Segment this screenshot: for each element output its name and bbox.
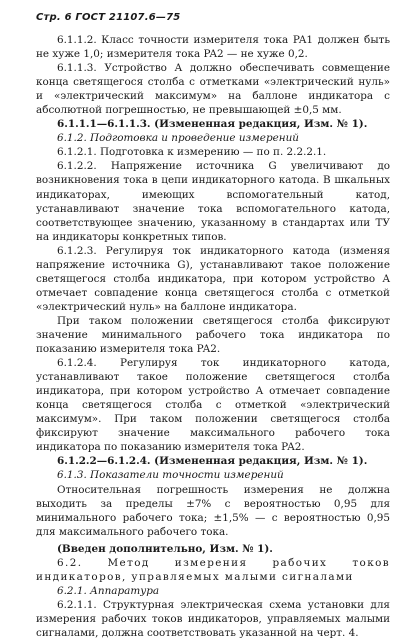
amendment-note-6-1-2: 6.1.2.2—6.1.2.4. (Измененная редакция, Изм. № 1). [57, 455, 368, 468]
paragraph-6-2-1-1: 6.2.1.1. Структурная электрическая схема установки для измерения рабочих токов индикаторов, управляемых малыми сигналами, должна соответствовать указанной на черт. 4. [36, 598, 390, 639]
paragraph-6-1-2-4: 6.1.2.4. Регулируя ток индикаторного катода, устанавливают такое положение светящегося столба индикатора, при котором устройство A отмечает совпадение конца светящегося столба с отметкой «электрический максимум». При таком положении светящегося столба фиксируют значение максимального рабочего тока индикатора по показанию измерителя тока PA2. [36, 357, 390, 454]
paragraph-6-1-1-2: 6.1.1.2. Класс точности измерителя тока PA1 должен быть не хуже 1,0; измерителя тока PA2 — не хуже 0,2. [36, 34, 390, 61]
paragraph-6-1-2-3: 6.1.2.3. Регулируя ток индикаторного катода (изменяя напряжение источника G), устанавливают такое положение светящегося столба индикатора, при котором устройство A отмечает совпадение конца светящегося столба с отметкой «электрический нуль» на баллоне индикатора. [36, 244, 390, 313]
paragraph-6-1-2-1: 6.1.2.1. Подготовка к измерению — по п. 2.2.2.1. [57, 146, 327, 159]
paragraph-6-1-1-3: 6.1.1.3. Устройство A должно обеспечивать совмещение конца светящегося столба с отметками «электрический нуль» и «электрический максимум» на баллоне индикатора с абсолютной погрешностью, не превышающей ±0,5 мм. [36, 62, 390, 117]
section-heading-6-1-3: 6.1.3. Показатели точности измерений [57, 469, 284, 482]
paragraph-accuracy: Относительная погрешность измерения не должна выходить за пределы ±7% с вероятностью 0,95 для минимального рабочего тока; ±1,5% — с вероятностью 0,95 для максимального рабочего тока. [36, 483, 390, 538]
paragraph-min-current: При таком положении светящегося столба фиксируют значение минимального рабочего тока индикатора по показанию измерителя тока PA2. [36, 314, 390, 356]
amendment-note-added: (Введен дополнительно, Изм. № 1). [57, 542, 273, 555]
section-heading-6-2: 6.2. Метод измерения рабочих токов индикаторов, управляемых малыми сигналами [36, 556, 390, 583]
paragraph-6-1-2-2: 6.1.2.2. Напряжение источника G увеличивают до возникновения тока в цепи индикаторного катода. В шкальных индикаторах, имеющих вспомогательный катод, устанавливают значение тока вспомогательного катода, соответствующее значению, указанному в стандартах или ТУ на индикаторы конкретных типов. [36, 160, 390, 243]
page-header: Стр. 6 ГОСТ 21107.6—75 [36, 12, 181, 23]
document-body [36, 33, 390, 640]
section-heading-6-2-1: 6.2.1. Аппаратура [57, 584, 160, 597]
section-heading-6-1-2: 6.1.2. Подготовка и проведение измерений [57, 132, 299, 145]
amendment-note-6-1-1: 6.1.1.1—6.1.1.3. (Измененная редакция, Изм. № 1). [57, 118, 368, 131]
